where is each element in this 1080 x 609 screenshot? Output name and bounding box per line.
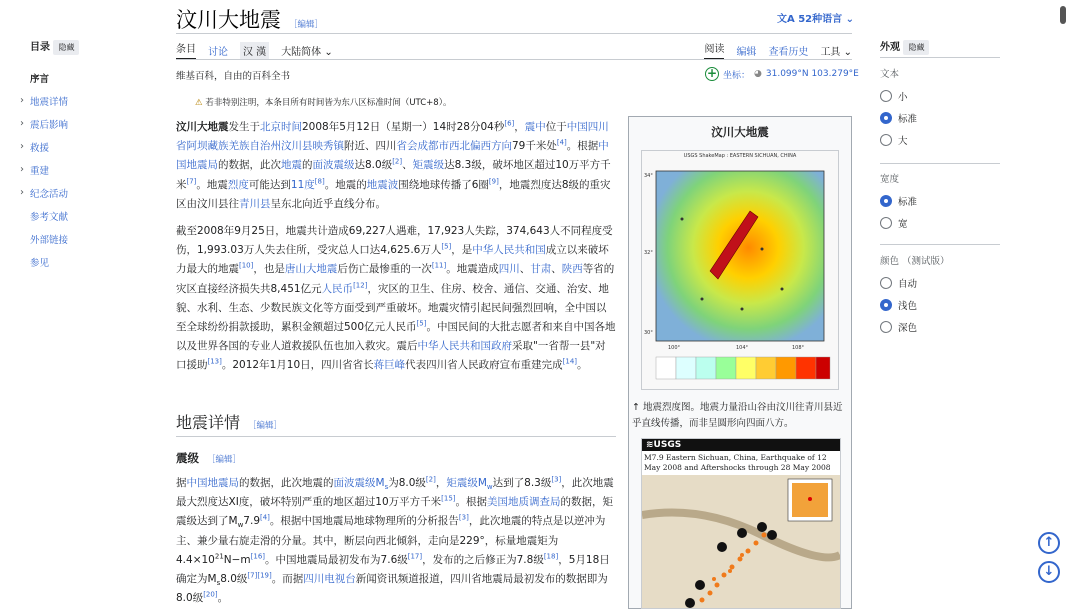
toc-item-label: 重建 <box>30 165 50 177</box>
svg-text:30°: 30° <box>644 330 653 336</box>
svg-text:100°: 100° <box>668 345 681 351</box>
toc-item[interactable] <box>20 135 150 158</box>
radio-button[interactable] <box>880 321 892 333</box>
tab-article[interactable]: 条目 <box>176 40 196 60</box>
toc-item-label: 参考文献 <box>30 211 69 223</box>
view-tabs <box>704 40 852 60</box>
magnitude-paragraph: 据中国地震局的数据，此次地震的面波震级$M_s$为8.0级[2]，矩震级$M_w$达到了8.3级[3]，此次地震最大烈度达XI度，破坏特别严重的地区超过10万平方千米[15]。根据美国地质调查局的数据，矩震级达到了$M_w7.9[4]$。根据中国地震局地球物理所的分析报告[3]，此次地震的特点是以逆冲为主、兼少量右旋走滑的分量。其中，断层向西北倾斜，走向是229°，标量地震矩为$4.4\times 10^{21}N-m[16]$。中国地震局最初发布为7.6级[17]，发布的之后修正为7.8级[18]，5月18日确定为$M_s8.0$级[7][19]。而据四川电视台新闻资讯频道报道，四川省地震局最初发布的数据即为8.0级[20]。 <box>176 475 614 605</box>
toc-title: 目录 隐藏 <box>30 38 79 55</box>
toc-item[interactable] <box>20 66 150 89</box>
radio-button[interactable] <box>880 217 892 229</box>
shakemap-image[interactable]: USGS ShakeMap : EASTERN SICHUAN, CHINA 34° 32° 30° 100° 104° 108° <box>641 150 839 390</box>
toc-item-label: 救援 <box>30 142 50 154</box>
toc-item-label: 地震详情 <box>30 96 69 108</box>
radio-button[interactable] <box>880 112 892 124</box>
svg-text:104°: 104° <box>736 345 749 351</box>
language-button[interactable]: 文A 52种语言 ⌄ <box>776 14 854 25</box>
toc-item-label: 纪念活动 <box>30 188 69 200</box>
scrollbar-thumb[interactable] <box>1060 6 1066 24</box>
color-group: 颜色 （测试版） 自动 浅色 深色 <box>880 253 950 338</box>
shakemap-graphic <box>642 159 838 387</box>
appearance-hide-button[interactable]: 隐藏 <box>903 40 929 55</box>
tools-dropdown[interactable]: 工具 ⌄ <box>820 46 852 58</box>
page-title: 汶川大地震 ［编辑］ <box>176 8 324 32</box>
scroll-down-icon[interactable]: ↓ <box>1038 561 1060 583</box>
color-scheme-option[interactable] <box>880 316 950 338</box>
color-scheme-option[interactable] <box>880 272 950 294</box>
han-variant-toggle[interactable]: 汉 漢 <box>240 42 269 59</box>
coord-link[interactable]: 31.099°N 103.279°E <box>765 69 859 79</box>
scroll-up-icon[interactable]: ↑ <box>1038 532 1060 554</box>
toc-item-label: 震后影响 <box>30 119 69 131</box>
appearance-title: 外观 隐藏 <box>880 38 929 55</box>
radio-button[interactable] <box>880 299 892 311</box>
radio-button[interactable] <box>880 195 892 207</box>
section-heading-details: 地震详情 ［编辑］ <box>176 413 283 432</box>
infobox-caption: ↑ 地震烈度图。地震力量沿山谷由汶川往青川县近乎直线传播，而非呈圆形向四面八方。 <box>632 402 843 429</box>
radio-label: 浅色 <box>898 301 918 312</box>
toc-hide-button[interactable]: 隐藏 <box>53 40 79 55</box>
width-group: 宽度 标准 宽 <box>880 171 917 234</box>
toc-item-label: 参见 <box>30 257 50 269</box>
radio-button[interactable] <box>880 277 892 289</box>
radio-label: 宽 <box>898 219 908 230</box>
radio-label: 深色 <box>898 323 918 334</box>
chevron-right-icon[interactable]: › <box>20 187 24 198</box>
width-option[interactable] <box>880 190 917 212</box>
usgs-logo: ≋USGS <box>642 439 840 451</box>
text-size-option[interactable] <box>880 85 917 107</box>
coordinates: + 坐标： ◕ 31.099°N 103.279°E <box>706 66 859 81</box>
chevron-right-icon[interactable]: › <box>20 95 24 106</box>
warning-icon: ⚠ <box>195 98 203 108</box>
toc-item-label: 外部链接 <box>30 234 69 246</box>
section-edit-link[interactable]: ［编辑］ <box>248 421 283 431</box>
text-size-option[interactable] <box>880 107 917 129</box>
color-scheme-option[interactable] <box>880 294 950 316</box>
table-of-contents <box>20 66 150 273</box>
lead-paragraph-1: 汶川大地震发生于北京时间2008年5月12日（星期一）14时28分04秒[6]，震中位于中国四川省阿坝藏族羌族自治州汶川县映秀镇附近、四川省会成都市西北偏西方向79千米处[4]。根据中国地震局的数据，此次地震的面波震级达8.0级[2]、矩震级达8.3级，破坏地区超过10万平方千米[7]。地震烈度可能达到11度[8]。地震的地震波围绕地球传播了6圈[9]，地震烈度达8级的重灾区由汶川县往青川县呈东北向近乎直线分布。 <box>176 119 611 210</box>
toc-item-label: 序言 <box>30 73 50 85</box>
toc-item[interactable] <box>20 112 150 135</box>
radio-label: 标准 <box>898 114 918 125</box>
svg-text:32°: 32° <box>644 250 653 256</box>
toc-item[interactable] <box>20 204 150 227</box>
timezone-note: ⚠ 若非特别注明，本条目所有时间皆为东八区标准时间（UTC+8）。 <box>195 98 452 108</box>
toc-item[interactable] <box>20 181 150 204</box>
text-size-option[interactable] <box>880 129 917 151</box>
globe-plus-icon[interactable]: + <box>706 66 718 80</box>
radio-button[interactable] <box>880 134 892 146</box>
lead-paragraph-2: 截至2008年9月25日，地震共计造成69,227人遇难，17,923人失踪，374,643人不同程度受伤，1,993.03万人失去住所，受灾总人口达4,625.6万人[5]，是中华人民共和国成立以来破坏力最大的地震[10]，也是唐山大地震后伤亡最惨重的一次[11]。地震造成四川、甘肃、陕西等省的灾区直接经济损失共8,451亿元人民币[12]，灾区的卫生、住房、校舍、通信、交通、治安、地貌、水利、生态、少数民族文化等方面受到严重破坏。地震灾情引起民间强烈回响，全中国以至全球纷纷捐款援助，累积金额超过500亿元人民币[5]。中国民间的大批志愿者和来自中国各地以及世界各国的专业人道救援队伍也加入救灾。震后中华人民共和国政府采取"一省帮一县"对口援助[13]。2012年1月10日，四川省省长蒋巨峰代表四川省人民政府宣布重建完成[14]。 <box>176 225 616 372</box>
namespace-tabs <box>176 40 333 60</box>
variant-dropdown[interactable]: 大陆简体 ⌄ <box>281 46 333 58</box>
radio-label: 小 <box>898 92 908 103</box>
chevron-right-icon[interactable]: › <box>20 118 24 129</box>
title-edit-link[interactable]: ［编辑］ <box>289 20 324 30</box>
tagline: 维基百科，自由的百科全书 <box>176 71 291 82</box>
svg-text:34°: 34° <box>644 173 653 179</box>
radio-button[interactable] <box>880 90 892 102</box>
text-size-group: 文本 小 标准 大 <box>880 66 917 151</box>
tab-edit[interactable]: 编辑 <box>736 46 757 58</box>
svg-text:108°: 108° <box>792 345 805 351</box>
width-option[interactable] <box>880 212 917 234</box>
aftershock-graphic <box>642 475 840 609</box>
chevron-right-icon[interactable]: › <box>20 141 24 152</box>
subsection-heading-magnitude: 震级 ［编辑］ <box>176 451 242 465</box>
infobox-title: 汶川大地震 <box>711 125 769 139</box>
globe-icon: ◕ <box>754 69 762 79</box>
chevron-right-icon[interactable]: › <box>20 164 24 175</box>
subsection-edit-link[interactable]: ［编辑］ <box>207 455 242 465</box>
tab-read[interactable]: 阅读 <box>704 40 724 60</box>
radio-label: 自动 <box>898 279 918 290</box>
tab-history[interactable]: 查看历史 <box>768 46 809 58</box>
toc-item[interactable] <box>20 227 150 250</box>
toc-item[interactable] <box>20 250 150 273</box>
toc-item[interactable] <box>20 158 150 181</box>
aftershock-map-image[interactable]: ≋USGS M7.9 Eastern Sichuan, China, Earthquake of 12 May 2008 and Aftershocks through 28 May 2008 <box>641 438 841 609</box>
radio-label: 大 <box>898 136 908 147</box>
radio-label: 标准 <box>898 197 918 208</box>
tab-talk[interactable]: 讨论 <box>208 46 228 58</box>
toc-item[interactable] <box>20 89 150 112</box>
